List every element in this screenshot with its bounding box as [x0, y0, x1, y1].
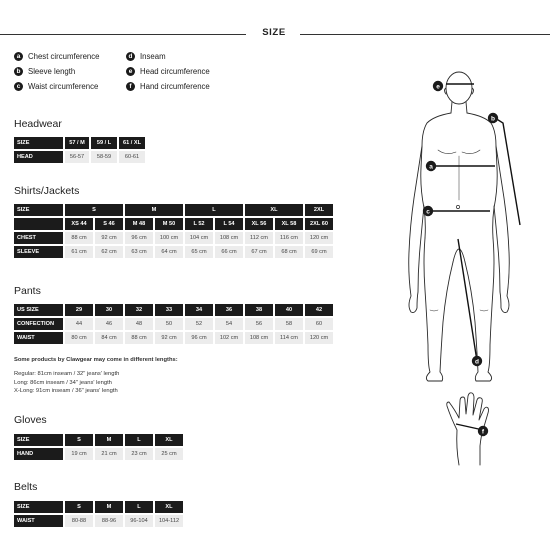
figure-label-f: f	[481, 428, 485, 436]
row-label: HEAD	[14, 151, 63, 163]
size-cell: XS 44	[65, 218, 93, 230]
value-cell: 80 cm	[65, 332, 93, 344]
legend-label: Sleeve length	[28, 67, 76, 76]
size-cell: 42	[305, 304, 333, 316]
pants-title: Pants	[14, 285, 41, 297]
value-cell: 88 cm	[65, 232, 93, 244]
sleeve-line	[495, 118, 520, 225]
size-group-cell: 2XL	[305, 204, 333, 216]
figure-label-c: c	[426, 208, 430, 216]
value-cell: 64 cm	[155, 246, 183, 258]
size-cell: 34	[185, 304, 213, 316]
value-cell: 56-57	[65, 151, 89, 163]
belts-title: Belts	[14, 481, 38, 493]
value-cell: 88 cm	[125, 332, 153, 344]
value-cell: 112 cm	[245, 232, 273, 244]
value-cell: 60	[305, 318, 333, 330]
row-label: WAIST	[14, 332, 63, 344]
legend-label: Head circumference	[140, 67, 210, 76]
size-cell: M 50	[155, 218, 183, 230]
value-cell: 63 cm	[125, 246, 153, 258]
value-cell: 21 cm	[95, 448, 123, 460]
value-cell: 120 cm	[305, 232, 333, 244]
value-cell: 108 cm	[215, 232, 243, 244]
size-cell: XL	[155, 501, 183, 513]
value-cell: 69 cm	[305, 246, 333, 258]
size-group-cell: XL	[245, 204, 303, 216]
legend-badge: e	[126, 67, 135, 76]
value-cell: 48	[125, 318, 153, 330]
size-header: SIZE	[14, 501, 63, 513]
row-label: CONFECTION	[14, 318, 63, 330]
size-cell: M 48	[125, 218, 153, 230]
value-cell: 108 cm	[245, 332, 273, 344]
value-cell: 96 cm	[125, 232, 153, 244]
size-cell: 40	[275, 304, 303, 316]
value-cell: 66 cm	[215, 246, 243, 258]
legend-badge: d	[126, 52, 135, 61]
size-cell: 29	[65, 304, 93, 316]
value-cell: 50	[155, 318, 183, 330]
page-title: SIZE	[262, 27, 286, 38]
size-header: SIZE	[14, 137, 63, 149]
size-cell: 2XL 60	[305, 218, 333, 230]
figure-label-e: e	[436, 83, 440, 91]
row-label: CHEST	[14, 232, 63, 244]
value-cell: 46	[95, 318, 123, 330]
figure-badge-f	[478, 426, 488, 436]
value-cell: 65 cm	[185, 246, 213, 258]
legend-badge: b	[14, 67, 23, 76]
size-cell: M	[95, 434, 123, 446]
size-group-cell: M	[125, 204, 183, 216]
legend-label: Waist circumference	[28, 82, 99, 91]
figure-badge-a	[426, 161, 436, 171]
figure-label-d: d	[475, 358, 479, 366]
value-cell: 120 cm	[305, 332, 333, 344]
figure-badge-c	[423, 206, 433, 216]
size-header: SIZE	[14, 434, 63, 446]
value-cell: 58-59	[91, 151, 117, 163]
value-cell: 100 cm	[155, 232, 183, 244]
value-cell: 52	[185, 318, 213, 330]
value-cell: 88-96	[95, 515, 123, 527]
row-label: HAND	[14, 448, 63, 460]
size-cell: L	[125, 501, 153, 513]
size-cell: S	[65, 434, 93, 446]
size-cell: XL	[155, 434, 183, 446]
size-group-cell: S	[65, 204, 123, 216]
value-cell: 25 cm	[155, 448, 183, 460]
figure-label-b: b	[491, 115, 495, 123]
length-note-line: X-Long: 91cm inseam / 36" jeans' length	[14, 388, 118, 395]
value-cell: 104 cm	[185, 232, 213, 244]
figure-badge-e	[433, 81, 443, 91]
legend-label: Hand circumference	[140, 82, 210, 91]
length-note-line: Regular: 81cm inseam / 32" jeans' length	[14, 371, 120, 377]
size-cell: S 46	[95, 218, 123, 230]
legend-label: Inseam	[140, 52, 166, 61]
value-cell: 96 cm	[185, 332, 213, 344]
value-cell: 23 cm	[125, 448, 153, 460]
value-cell: 62 cm	[95, 246, 123, 258]
value-cell: 67 cm	[245, 246, 273, 258]
size-cell: M	[95, 501, 123, 513]
legend-badge: f	[126, 82, 135, 91]
size-cell: L 52	[185, 218, 213, 230]
size-cell: 57 / M	[65, 137, 89, 149]
size-cell: 32	[125, 304, 153, 316]
size-cell: 33	[155, 304, 183, 316]
value-cell: 60-61	[119, 151, 145, 163]
value-cell: 58	[275, 318, 303, 330]
value-cell: 80-88	[65, 515, 93, 527]
length-note-title: Some products by Clawgear may come in different lengths:	[14, 357, 178, 363]
size-cell: 38	[245, 304, 273, 316]
size-cell: S	[65, 501, 93, 513]
value-cell: 92 cm	[95, 232, 123, 244]
size-header: SIZE	[14, 204, 63, 216]
value-cell: 104-112	[155, 515, 183, 527]
size-cell: 36	[215, 304, 243, 316]
size-cell: 61 / XL	[119, 137, 145, 149]
value-cell: 116 cm	[275, 232, 303, 244]
value-cell: 68 cm	[275, 246, 303, 258]
size-cell: L	[125, 434, 153, 446]
size-group-cell: L	[185, 204, 243, 216]
figure-badge-b	[488, 113, 498, 123]
value-cell: 54	[215, 318, 243, 330]
value-cell: 61 cm	[65, 246, 93, 258]
value-cell: 92 cm	[155, 332, 183, 344]
size-cell: 30	[95, 304, 123, 316]
size-cell: XL 58	[275, 218, 303, 230]
gloves-title: Gloves	[14, 414, 47, 426]
value-cell: 56	[245, 318, 273, 330]
legend-badge: a	[14, 52, 23, 61]
value-cell: 96-104	[125, 515, 153, 527]
legend-badge: c	[14, 82, 23, 91]
headwear-title: Headwear	[14, 118, 62, 130]
figure-badge-d	[472, 356, 482, 366]
value-cell: 84 cm	[95, 332, 123, 344]
size-header: US SIZE	[14, 304, 63, 316]
shirts-title: Shirts/Jackets	[14, 185, 80, 197]
inseam-line	[458, 239, 477, 361]
value-cell: 44	[65, 318, 93, 330]
row-label: WAIST	[14, 515, 63, 527]
length-note-line: Long: 86cm inseam / 34" jeans' length	[14, 379, 112, 386]
row-label: SLEEVE	[14, 246, 63, 258]
value-cell: 102 cm	[215, 332, 243, 344]
value-cell: 114 cm	[275, 332, 303, 344]
legend-label: Chest circumference	[28, 52, 100, 61]
size-cell: 59 / L	[91, 137, 117, 149]
size-cell: XL 56	[245, 218, 273, 230]
value-cell: 19 cm	[65, 448, 93, 460]
figure-label-a: a	[429, 163, 433, 171]
size-cell: L 54	[215, 218, 243, 230]
